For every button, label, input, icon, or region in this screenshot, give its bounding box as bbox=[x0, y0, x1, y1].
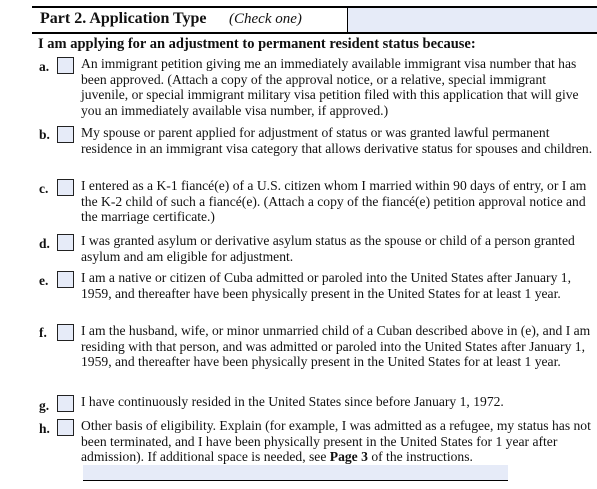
option-text: I entered as a K-1 fiancé(e) of a U.S. citizen whom I married within 90 days of entry, or I am the K-2 child of such a fiancé(e). (Attach a copy of the fiancé(e) petition approval notice and the marriage certificate.) bbox=[81, 178, 587, 225]
option-text: I am a native or citizen of Cuba admitted or paroled into the United States after January 1, 1959, and thereafter have been physically present in the United States for at least 1 year. bbox=[81, 270, 571, 301]
option-letter: a. bbox=[39, 59, 50, 74]
checkbox-b[interactable] bbox=[57, 126, 74, 143]
checkbox-g[interactable] bbox=[57, 395, 74, 412]
checkbox-f[interactable] bbox=[57, 324, 74, 341]
option-letter: d. bbox=[39, 236, 50, 251]
part-2-header bbox=[32, 6, 597, 34]
option-text: I was granted asylum or derivative asylum status as the spouse or child of a person granted asylum and am eligible for adjustment. bbox=[81, 233, 575, 264]
checkbox-e[interactable] bbox=[57, 271, 74, 288]
option-h-text-after: of the instructions. bbox=[371, 449, 473, 465]
option-text: I have continuously resided in the United States since before January 1, 1972. bbox=[81, 394, 504, 409]
option-text: An immigrant petition giving me an immediately available immigrant visa number that has been approved. (Attach a copy of the approval notice, or a relative, special immigrant juvenile, or special immigrant military visa petition filed with this application that will give you an immediately available visa number, if approved.) bbox=[81, 56, 579, 118]
option-letter: g. bbox=[39, 398, 50, 413]
page-3-reference: Page 3 bbox=[329, 449, 368, 465]
checkbox-c[interactable] bbox=[57, 179, 74, 196]
checkbox-h[interactable] bbox=[57, 419, 74, 436]
option-letter: f. bbox=[39, 325, 47, 340]
checkbox-d[interactable] bbox=[57, 234, 74, 251]
option-text: I am the husband, wife, or minor unmarried child of a Cuban described above in (e), and I am residing with that person, and was admitted or paroled into the United States after January 1, 1959, and thereafter have been physically present in the United States for at least 1 year. bbox=[81, 323, 591, 370]
checkbox-a[interactable] bbox=[57, 57, 74, 74]
option-letter: h. bbox=[39, 421, 50, 436]
other-basis-explanation-field[interactable] bbox=[83, 465, 508, 481]
header-fill-field bbox=[347, 8, 597, 32]
part-subtitle: (Check one) bbox=[229, 11, 302, 27]
option-text bbox=[81, 418, 593, 481]
option-h-text: Other basis of eligibility. Explain (for example, I was admitted as a refugee, my status has not been terminated, and I have been physically present in the United States for 1 year after admission). If additional space is needed, see bbox=[81, 418, 591, 465]
intro-statement: I am applying for an adjustment to permanent resident status because: bbox=[38, 36, 476, 52]
option-letter: e. bbox=[39, 273, 49, 288]
option-letter: c. bbox=[39, 181, 49, 196]
part-title: Part 2. Application Type bbox=[40, 10, 207, 27]
option-letter: b. bbox=[39, 127, 50, 142]
option-text: My spouse or parent applied for adjustment of status or was granted lawful permanent residence in an immigrant visa category that allows derivative status for spouses and children. bbox=[81, 125, 593, 156]
